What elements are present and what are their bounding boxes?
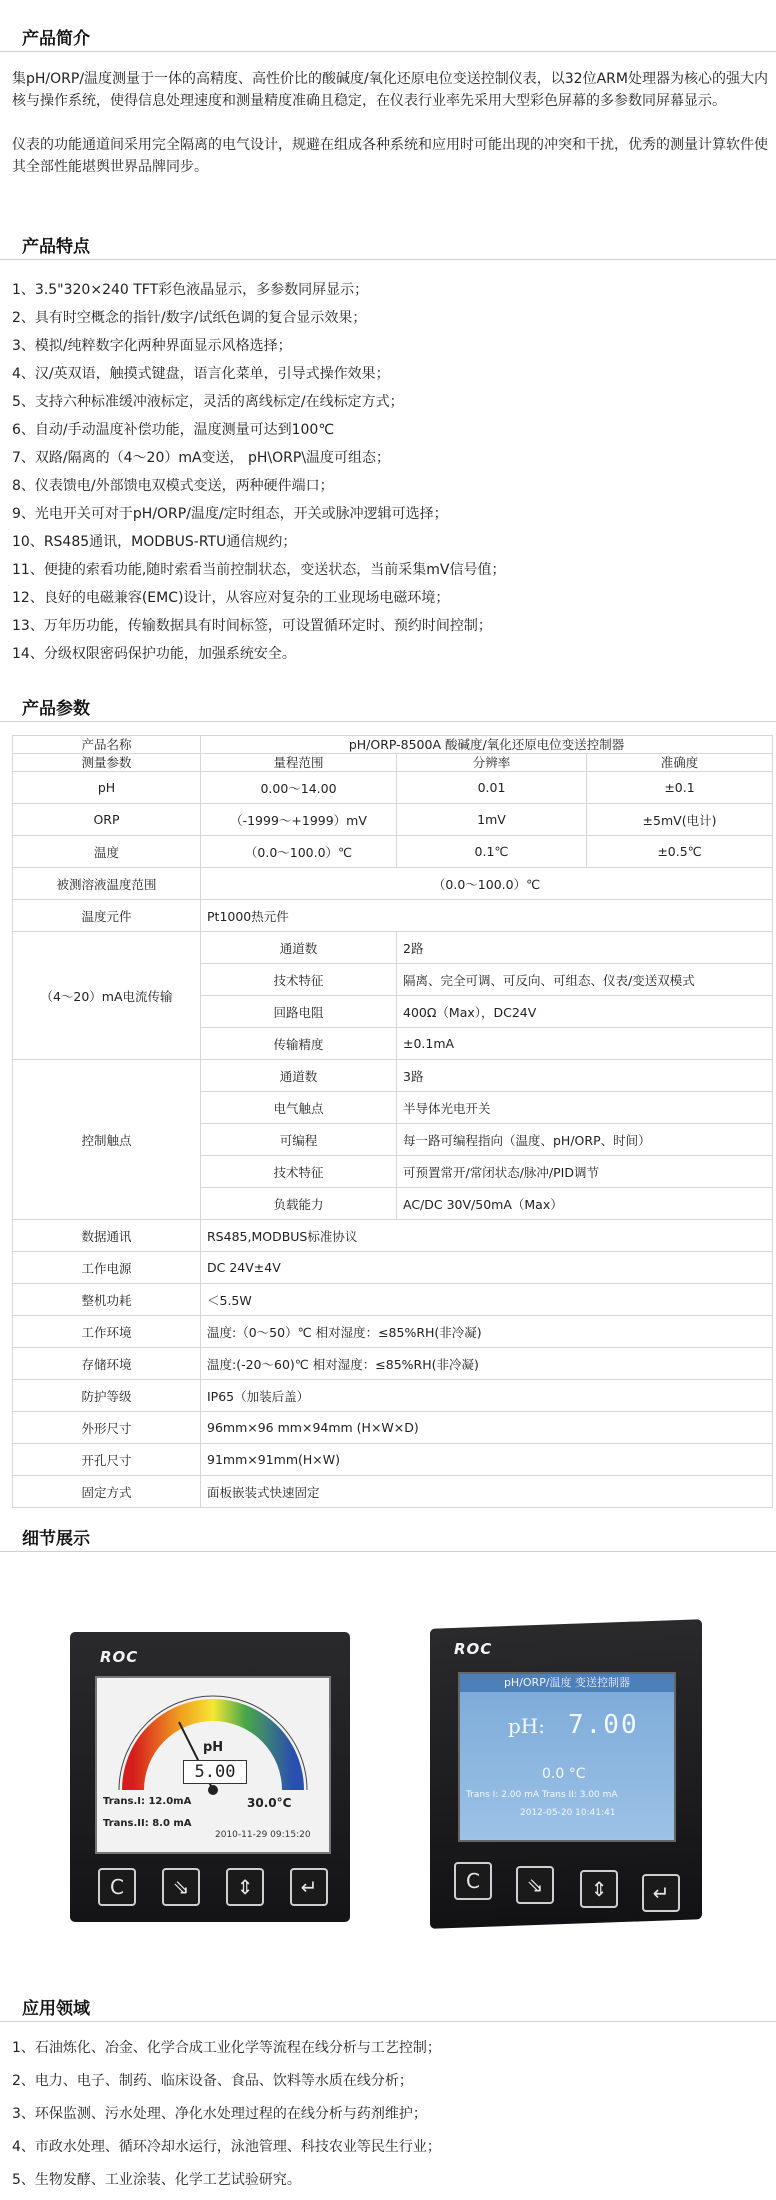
table-row — [13, 1380, 773, 1412]
table-cell: 0.00～14.00 — [201, 772, 397, 804]
device-screen — [458, 1672, 676, 1842]
table-row — [13, 1348, 773, 1380]
temperature-reading: 30.0°C — [247, 1796, 292, 1810]
list-item: 5、支持六种标准缓冲液标定，灵活的离线标定/在线标定方式； — [12, 394, 404, 410]
table-row — [13, 804, 773, 836]
table-cell: 温度:（0～50）℃ 相对湿度：≤85%RH(非冷凝) — [201, 1316, 773, 1348]
trans-2-readout: Trans.II: 8.0 mA — [103, 1818, 192, 1829]
section-title: 产品参数 — [22, 699, 90, 719]
product-name: pH/ORP-8500A 酸碱度/氧化还原电位变送控制器 — [201, 736, 773, 754]
up-down-key[interactable]: ⇕ — [226, 1868, 264, 1906]
intro-paragraph-2: 仪表的功能通道间采用完全隔离的电气设计，规避在组成各种系统和应用时可能出现的冲突和干扰，优秀的测量计算软件使其全部性能堪舆世界品牌同步。 — [12, 137, 768, 175]
table-cell: ±0.1mA — [397, 1028, 773, 1060]
table-cell: 0.1℃ — [397, 836, 587, 868]
table-row — [13, 736, 773, 754]
section-header-features — [0, 226, 776, 260]
table-cell: 可预置常开/常闭状态/脉冲/PID调节 — [397, 1156, 773, 1188]
ph-label: pH: — [508, 1714, 545, 1738]
table-cell: 固定方式 — [13, 1476, 201, 1508]
section-header-params — [0, 688, 776, 722]
section-header-intro — [0, 18, 776, 52]
datetime-readout: 2010-11-29 09:15:20 — [215, 1830, 311, 1840]
ph-reading: 7.00 — [568, 1710, 639, 1740]
section-title: 产品简介 — [22, 29, 90, 49]
table-cell: 温度元件 — [13, 900, 201, 932]
table-cell: 数据通讯 — [13, 1220, 201, 1252]
table-row — [13, 932, 773, 964]
table-cell: 工作环境 — [13, 1316, 201, 1348]
table-cell: 开孔尺寸 — [13, 1444, 201, 1476]
table-cell: （0.0～100.0）℃ — [201, 836, 397, 868]
intro-paragraph-1: 集pH/ORP/温度测量于一体的高精度、高性价比的酸碱度/氧化还原电位变送控制仪表，以32位ARM处理器为核心的强大内核与操作系统，使得信息处理速度和测量精度准确且稳定，在仪表行业率先采用大型彩色屏幕的多参数同屏幕显示。 — [12, 71, 768, 109]
device-photo-left — [70, 1632, 350, 1922]
list-item: 3、环保监测、污水处理、净化水处理过程的在线分析与药剂维护； — [12, 2106, 427, 2122]
table-cell: IP65（加装后盖） — [201, 1380, 773, 1412]
list-item: 9、光电开关可对于pH/ORP/温度/定时组态，开关或脉冲逻辑可选择； — [12, 506, 448, 522]
up-down-key[interactable]: ⇕ — [580, 1870, 618, 1908]
list-item: 2、电力、电子、制药、临床设备、食品、饮料等水质在线分析； — [12, 2073, 413, 2089]
table-cell: 2路 — [397, 932, 773, 964]
list-item: 12、良好的电磁兼容(EMC)设计，从容应对复杂的工业现场电磁环境； — [12, 590, 450, 606]
table-cell: 技术特征 — [201, 964, 397, 996]
list-item: 8、仪表馈电/外部馈电双模式变送，两种硬件端口； — [12, 478, 334, 494]
table-row — [13, 1316, 773, 1348]
table-cell: 存储环境 — [13, 1348, 201, 1380]
table-row — [13, 1444, 773, 1476]
gauge-unit: pH — [203, 1740, 224, 1755]
section-title: 应用领域 — [22, 1999, 90, 2019]
table-cell: 工作电源 — [13, 1252, 201, 1284]
table-cell: pH — [13, 772, 201, 804]
screen-header: pH/ORP/温度 变送控制器 — [460, 1674, 674, 1692]
table-cell: 96mm×96 mm×94mm (H×W×D) — [201, 1412, 773, 1444]
left-right-key[interactable]: ⇘ — [516, 1866, 554, 1904]
table-cell: （0.0～100.0）℃ — [201, 868, 773, 900]
table-cell: 可编程 — [201, 1124, 397, 1156]
table-cell: 温度 — [13, 836, 201, 868]
table-cell: 负载能力 — [201, 1188, 397, 1220]
table-row — [13, 1284, 773, 1316]
table-cell: 每一路可编程指向（温度、pH/ORP、时间） — [397, 1124, 773, 1156]
list-item: 14、分级权限密码保护功能，加强系统安全。 — [12, 646, 296, 662]
column-header: 分辨率 — [397, 754, 587, 772]
table-cell: （4～20）mA电流传输 — [13, 932, 201, 1060]
application-list — [12, 2032, 768, 2197]
table-cell: 传输精度 — [201, 1028, 397, 1060]
table-cell: 通道数 — [201, 932, 397, 964]
table-cell: 电气触点 — [201, 1092, 397, 1124]
table-cell: AC/DC 30V/50mA（Max） — [397, 1188, 773, 1220]
table-cell: 外形尺寸 — [13, 1412, 201, 1444]
table-cell: 控制触点 — [13, 1060, 201, 1220]
divider — [0, 721, 776, 722]
divider — [0, 2021, 776, 2022]
list-item: 1、石油炼化、冶金、化学合成工业化学等流程在线分析与工艺控制； — [12, 2040, 441, 2056]
c-key[interactable]: C — [98, 1868, 136, 1906]
table-cell: ORP — [13, 804, 201, 836]
table-row — [13, 1412, 773, 1444]
datetime-readout: 2012-05-20 10:41:41 — [520, 1808, 616, 1818]
enter-key[interactable]: ↵ — [290, 1868, 328, 1906]
table-cell: 温度:(-20～60)℃ 相对湿度：≤85%RH(非冷凝) — [201, 1348, 773, 1380]
table-row — [13, 1252, 773, 1284]
table-cell: ±0.1 — [587, 772, 773, 804]
table-cell: 0.01 — [397, 772, 587, 804]
table-cell: 半导体光电开关 — [397, 1092, 773, 1124]
table-cell: 面板嵌装式快速固定 — [201, 1476, 773, 1508]
table-row — [13, 772, 773, 804]
column-header: 量程范围 — [201, 754, 397, 772]
list-item: 4、市政水处理、循环冷却水运行，泳池管理、科技农业等民生行业； — [12, 2139, 441, 2155]
table-row — [13, 868, 773, 900]
table-cell: 被测溶液温度范围 — [13, 868, 201, 900]
list-item: 13、万年历功能，传输数据具有时间标签，可设置循环定时、预约时间控制； — [12, 618, 492, 634]
table-cell: （-1999～+1999）mV — [201, 804, 397, 836]
list-item: 10、RS485通讯，MODBUS-RTU通信规约； — [12, 534, 297, 550]
list-item: 6、自动/手动温度补偿功能，温度测量可达到100℃ — [12, 422, 335, 438]
feature-list — [12, 276, 768, 668]
table-cell: RS485,MODBUS标准协议 — [201, 1220, 773, 1252]
brand-logo: ROC — [454, 1640, 493, 1658]
section-header-apps — [0, 1988, 776, 2022]
divider — [0, 51, 776, 52]
table-cell: 3路 — [397, 1060, 773, 1092]
table-row — [13, 1060, 773, 1092]
list-item: 4、汉/英双语，触摸式键盘，语言化菜单，引导式操作效果； — [12, 366, 390, 382]
section-title: 产品特点 — [22, 237, 90, 257]
list-item: 1、3.5"320×240 TFT彩色液晶显示，多参数同屏显示； — [12, 282, 369, 298]
table-cell: 整机功耗 — [13, 1284, 201, 1316]
table-row — [13, 836, 773, 868]
table-cell: DC 24V±4V — [201, 1252, 773, 1284]
table-cell: 技术特征 — [201, 1156, 397, 1188]
table-cell: 91mm×91mm(H×W) — [201, 1444, 773, 1476]
list-item: 7、双路/隔离的（4～20）mA变送， pH\ORP\温度可组态； — [12, 450, 391, 466]
table-cell: 隔离、完全可调、可反向、可组态、仪表/变送双模式 — [397, 964, 773, 996]
column-header: 准确度 — [587, 754, 773, 772]
trans-1-readout: Trans.I: 12.0mA — [103, 1796, 192, 1807]
temperature-reading: 0.0 °C — [542, 1766, 586, 1782]
table-cell: 通道数 — [201, 1060, 397, 1092]
table-cell: Pt1000热元件 — [201, 900, 773, 932]
params-table — [12, 735, 773, 1508]
table-cell: 400Ω（Max），DC24V — [397, 996, 773, 1028]
brand-logo: ROC — [100, 1648, 139, 1666]
table-row — [13, 754, 773, 772]
table-row — [13, 1476, 773, 1508]
list-item: 3、模拟/纯粹数字化两种界面显示风格选择； — [12, 338, 292, 354]
device-photo-right — [430, 1624, 702, 1924]
divider — [0, 1551, 776, 1552]
table-cell: ±0.5℃ — [587, 836, 773, 868]
table-row — [13, 1220, 773, 1252]
table-cell: 回路电阻 — [201, 996, 397, 1028]
table-cell: 1mV — [397, 804, 587, 836]
device-screen — [95, 1676, 331, 1854]
table-cell: ±5mV(电计) — [587, 804, 773, 836]
section-title: 细节展示 — [22, 1529, 90, 1549]
divider — [0, 259, 776, 260]
list-item: 2、具有时空概念的指针/数字/试纸色调的复合显示效果； — [12, 310, 367, 326]
section-header-details — [0, 1518, 776, 1552]
table-cell: 产品名称 — [13, 736, 201, 754]
table-row — [13, 900, 773, 932]
list-item: 5、生物发酵、工业涂装、化学工艺试验研究。 — [12, 2172, 301, 2188]
left-right-key[interactable]: ⇘ — [162, 1868, 200, 1906]
enter-key[interactable]: ↵ — [642, 1874, 680, 1912]
c-key[interactable]: C — [454, 1862, 492, 1900]
list-item: 11、便捷的索看功能,随时索看当前控制状态，变送状态，当前采集mV信号值； — [12, 562, 506, 578]
ph-reading: 5.00 — [183, 1760, 247, 1784]
table-cell: 防护等级 — [13, 1380, 201, 1412]
table-cell: ＜5.5W — [201, 1284, 773, 1316]
trans-readout: Trans I: 2.00 mA Trans II: 3.00 mA — [466, 1790, 618, 1800]
table-cell: 测量参数 — [13, 754, 201, 772]
